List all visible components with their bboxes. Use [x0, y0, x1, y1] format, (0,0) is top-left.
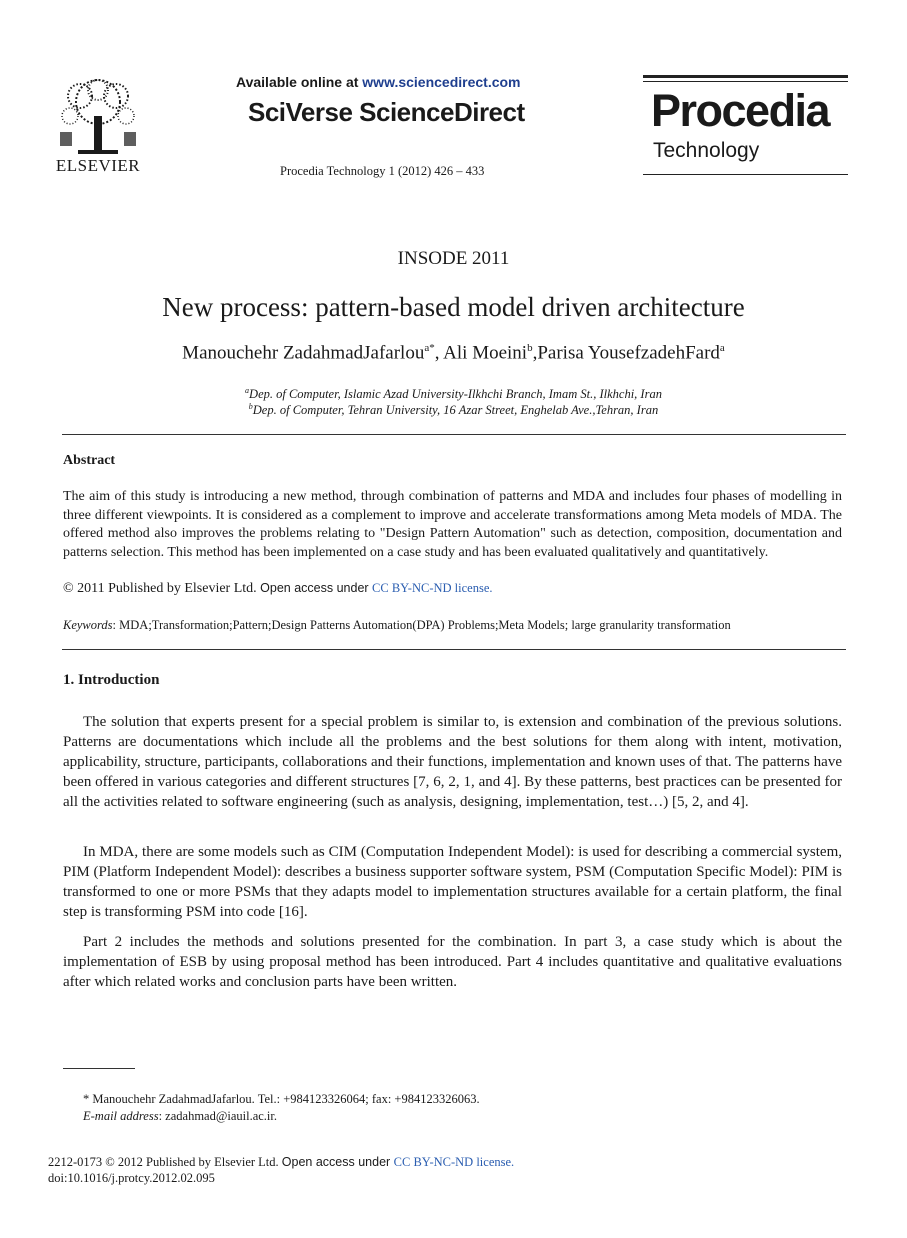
copyright-line	[63, 581, 493, 597]
issn-text: 2212-0173 © 2012 Published by Elsevier Ltd.	[48, 1155, 279, 1169]
keywords-label: Keywords	[63, 618, 113, 632]
footnote-rule	[63, 1068, 135, 1069]
corresponding-author-note: * Manouchehr ZadahmadJafarlou. Tel.: +984123326064; fax: +984123326063.	[83, 1092, 480, 1106]
conference-name: INSODE 2011	[397, 248, 510, 269]
email-address: : zadahmad@iauil.ac.ir.	[158, 1109, 277, 1123]
journal-logo-subtitle: Technology	[653, 139, 760, 162]
author-separator: ,	[532, 342, 538, 364]
keywords-text: : MDA;Transformation;Pattern;Design Patterns Automation(DPA) Problems;Meta Models; large granularity transformation	[112, 618, 731, 632]
open-access-label: Open access under	[260, 581, 373, 595]
email-note	[83, 1109, 277, 1124]
author-name: Manouchehr ZadahmadJafarlou	[182, 342, 425, 364]
affiliation-text: Dep. of Computer, Tehran University, 16 Azar Street, Enghelab Ave.,Tehran, Iran	[252, 403, 659, 418]
open-access-label: Open access under	[281, 1155, 394, 1169]
email-label: E-mail address	[83, 1109, 159, 1123]
author-affiliation-marker: a*	[424, 342, 435, 354]
abstract-text: The aim of this study is introducing a new method, through combination of patterns and MDA and includes four phases of modelling in three different viewpoints. It is considered as a complement to improve and accelerate transformations among Meta models of MDA. The offered method also improves the problems relating to "Design Pattern Automation" such as detection, composition, documentation and patterns selection. This method has been implemented on a case study and has been evaluated qualitatively and quantitatively.	[63, 489, 842, 560]
journal-logo-rule	[643, 174, 848, 175]
affiliation	[0, 386, 907, 402]
body-paragraph: In MDA, there are some models such as CIM (Computation Independent Model): is used for describing a commercial system, PIM (Platform Independent Model): describes a business supporter software system, PSM (Computation Specific Model): PIM is transformed to one or more PSMs that they adapts model to implementation structures available for a certain platform, the final step is transforming PSM into code [16].	[63, 844, 842, 920]
author-affiliation-marker: b	[527, 342, 533, 354]
copyright-text: © 2011 Published by Elsevier Ltd.	[63, 581, 257, 596]
body-paragraph: The solution that experts present for a special problem is similar to, is extension and combination of the previous solutions. Patterns are documentations which include all the problems and the best solutions for them along with intent, motivation, applicability, structure, participants, collaborations and their functions, implementation and known uses of that. The patterns have been offered in various categories and different structures [7, 6, 2, 1, and 4]. By these patterns, best practices can be presented for all the activities related to software engineering (such as analysis, designing, implementation, test…) [5, 2, and 4].	[63, 714, 842, 810]
affiliation-text: Dep. of Computer, Islamic Azad University-Ilkhchi Branch, Imam St., Ilkhchi, Iran	[249, 387, 662, 402]
divider	[62, 649, 846, 650]
section-heading: 1. Introduction	[63, 672, 160, 688]
affiliation	[0, 402, 907, 418]
author-name: Parisa YousefzadehFard	[537, 342, 720, 364]
author-affiliation-marker: a	[719, 342, 725, 354]
author-separator: ,	[434, 342, 444, 364]
journal-logo-rule	[643, 75, 848, 78]
available-prefix: Available online at	[236, 74, 363, 90]
affiliation-marker: b	[248, 402, 253, 411]
divider	[62, 434, 846, 435]
journal-logo-name: Procedia	[651, 85, 830, 136]
body-paragraph: Part 2 includes the methods and solutions presented for the combination. In part 3, a case study which is about the implementation of ESB by using proposal method has been introduced. Part 4 includes quantitative and qualitative evaluations after which related works and conclusion parts have been written.	[63, 934, 842, 990]
license-link[interactable]: CC BY-NC-ND license.	[393, 1155, 515, 1169]
journal-reference: Procedia Technology 1 (2012) 426 – 433	[280, 164, 485, 178]
platform-name: SciVerse ScienceDirect	[248, 97, 525, 127]
author-list	[0, 342, 907, 364]
available-online-line	[236, 74, 521, 90]
abstract-heading: Abstract	[63, 453, 116, 468]
keywords-line	[63, 618, 731, 633]
issn-line	[48, 1155, 514, 1170]
journal-logo-rule	[643, 81, 848, 82]
affiliation-marker: a	[245, 386, 250, 395]
paper-title: New process: pattern-based model driven architecture	[162, 292, 745, 322]
publisher-logo-text: ELSEVIER	[55, 156, 141, 175]
license-link[interactable]: CC BY-NC-ND license.	[372, 581, 493, 595]
sciencedirect-link[interactable]: www.sciencedirect.com	[362, 74, 521, 90]
author-name: Ali Moeini	[443, 342, 528, 364]
doi-line: doi:10.1016/j.protcy.2012.02.095	[48, 1171, 215, 1185]
